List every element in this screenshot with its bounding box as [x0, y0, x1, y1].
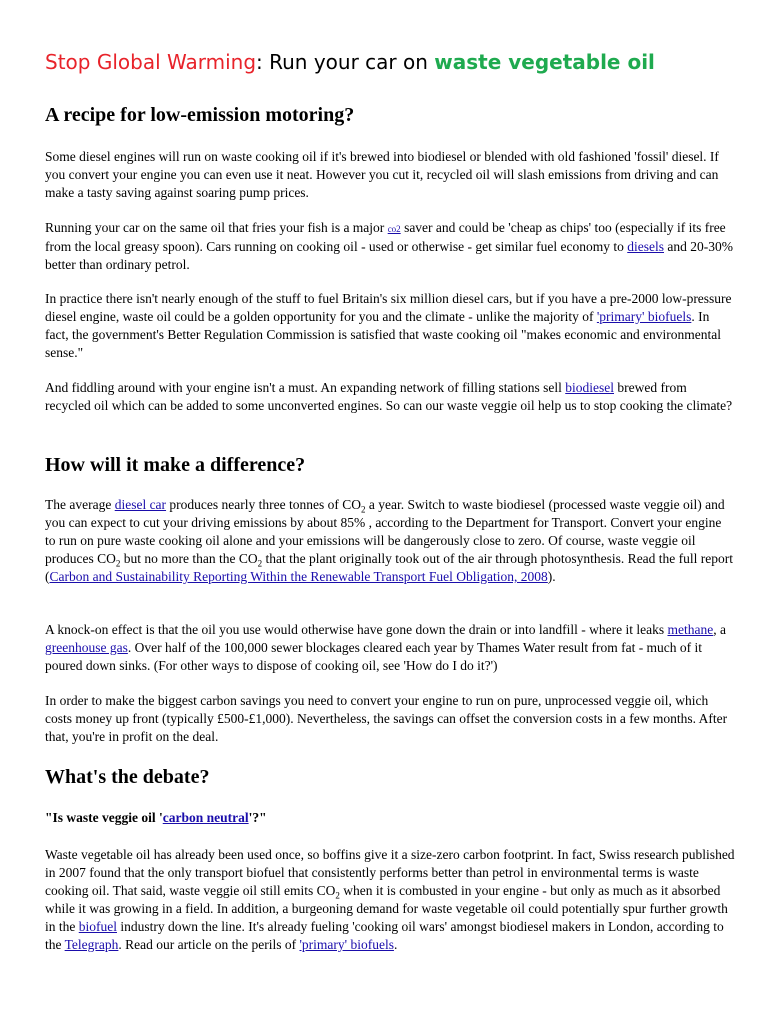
text: Running your car on the same oil that fries your fish is a major	[45, 220, 388, 235]
link-primary-biofuels[interactable]: 'primary' biofuels	[596, 309, 692, 324]
text: ).	[547, 569, 556, 584]
paragraph-waste-vegetable-oil	[45, 846, 735, 954]
subscript: 2	[361, 504, 366, 515]
text: industry down the line. It's already fueling 'cooking oil wars' amongst biodiesel makers in London, according to the	[45, 919, 724, 952]
section-heading-debate: What's the debate?	[45, 766, 210, 788]
text: "Is waste veggie oil '	[45, 810, 163, 825]
paragraph-fiddling	[45, 379, 735, 415]
subscript: 2	[335, 890, 340, 901]
paragraph-in-practice	[45, 290, 735, 362]
paragraph-intro: Some diesel engines will run on waste cooking oil if it's brewed into biodiesel or blended with old fashioned 'fossil' diesel. If you convert your engine you can even use it neat. However you cut it, recycled oil will slash emissions from driving and can make a tasty saving against soaring pump prices.	[45, 149, 719, 200]
text: . In fact, the government's Better Regulation Commission is satisfied that waste cooking oil "makes economic and environmental sense."	[45, 309, 722, 360]
link-methane[interactable]: methane	[667, 622, 714, 637]
text: . Read our article on the perils of	[118, 937, 300, 952]
link-full-report[interactable]: Carbon and Sustainability Reporting Within the Renewable Transport Fuel Obligation, 2008	[49, 569, 548, 584]
text: '?"	[248, 810, 267, 825]
link-diesel-car[interactable]: diesel car	[114, 497, 167, 512]
text: a year. Switch to waste biodiesel (processed waste veggie oil) and you can expect to cut your driving emissions by about 85% , according to the Department for Transport. Convert your engine to run on pure waste cooking oil alone and your emissions will be dangerously close to zero. Of course, waste veggie oil produces CO	[45, 497, 725, 566]
link-biodiesel[interactable]: biodiesel	[565, 380, 614, 395]
document-title	[45, 50, 655, 74]
link-carbon-neutral[interactable]: carbon neutral	[162, 810, 249, 825]
subscript: 2	[257, 558, 263, 569]
title-waste-vegetable-oil: waste vegetable oil	[434, 50, 655, 74]
text: The average	[45, 497, 115, 512]
section-heading-difference: How will it make a difference?	[45, 454, 306, 476]
text: A knock-on effect is that the oil you use would otherwise have gone down the drain or into landfill - where it leaks	[45, 622, 668, 637]
paragraph-knock-on	[45, 621, 735, 675]
link-co2[interactable]: co2	[387, 224, 401, 234]
title-stop-global-warming: Stop Global Warming	[45, 50, 257, 74]
subscript: 2	[115, 558, 121, 569]
section-heading-recipe: A recipe for low-emission motoring?	[45, 104, 355, 126]
text: In practice there isn't nearly enough of the stuff to fuel Britain's six million diesel cars, but if you have a pre-2000 low-pressure diesel engine, waste oil could be a golden opportunity for you and the climate - unlike the majority of	[45, 291, 732, 324]
text: that the plant originally took out of the air through photosynthesis. Read the full report (	[45, 551, 734, 584]
text: and 20-30% better than ordinary petrol.	[45, 239, 733, 272]
paragraph-running-your-car	[45, 219, 735, 274]
link-telegraph[interactable]: Telegraph	[64, 937, 119, 952]
text: produces nearly three tonnes of CO	[166, 497, 361, 512]
text: brewed from recycled oil which can be added to some unconverted engines. So can our waste veggie oil help us to stop cooking the climate?	[45, 380, 733, 413]
link-greenhouse-gas[interactable]: greenhouse gas	[45, 640, 128, 655]
link-primary-biofuels-2[interactable]: 'primary' biofuels	[299, 937, 394, 952]
text: but no more than the CO	[120, 551, 258, 566]
text: And fiddling around with your engine isn't a must. An expanding network of filling stations sell	[45, 380, 566, 395]
title-run-your-car: : Run your car on	[256, 50, 435, 74]
link-biofuel[interactable]: biofuel	[78, 919, 117, 934]
question-carbon-neutral	[45, 810, 267, 826]
text: Waste vegetable oil has already been used once, so boffins give it a size-zero carbon footprint. In fact, Swiss research published in 2007 found that the only transport biofuel that consistently performs better than petrol in environmental terms is waste cooking oil. That said, waste veggie oil still emits CO	[45, 847, 735, 898]
text: saver and could be 'cheap as chips' too (especially if its free from the local greasy spoon). Cars running on cooking oil - used or otherwise - get similar fuel economy to	[45, 220, 726, 254]
paragraph-average-diesel	[45, 496, 735, 586]
text: , a	[713, 622, 726, 637]
paragraph-biggest-savings: In order to make the biggest carbon savings you need to convert your engine to run on pure, unprocessed veggie oil, which costs money up front (typically £500-£1,000). Nevertheless, the savings can offset the conversion costs in a few months. After that, you're in profit on the deal.	[45, 693, 728, 744]
text: when it is combusted in your engine - but only as much as it absorbed while it was growing in a field. In addition, a burgeoning demand for waste vegetable oil could potentially spur further growth in the	[45, 883, 728, 934]
link-diesels[interactable]: diesels	[627, 239, 664, 254]
text: .	[393, 937, 398, 952]
text: . Over half of the 100,000 sewer blockages cleared each year by Thames Water result from fat - much of it poured down sinks. (For other ways to dispose of cooking oil, see 'How do I do it?')	[45, 640, 703, 673]
